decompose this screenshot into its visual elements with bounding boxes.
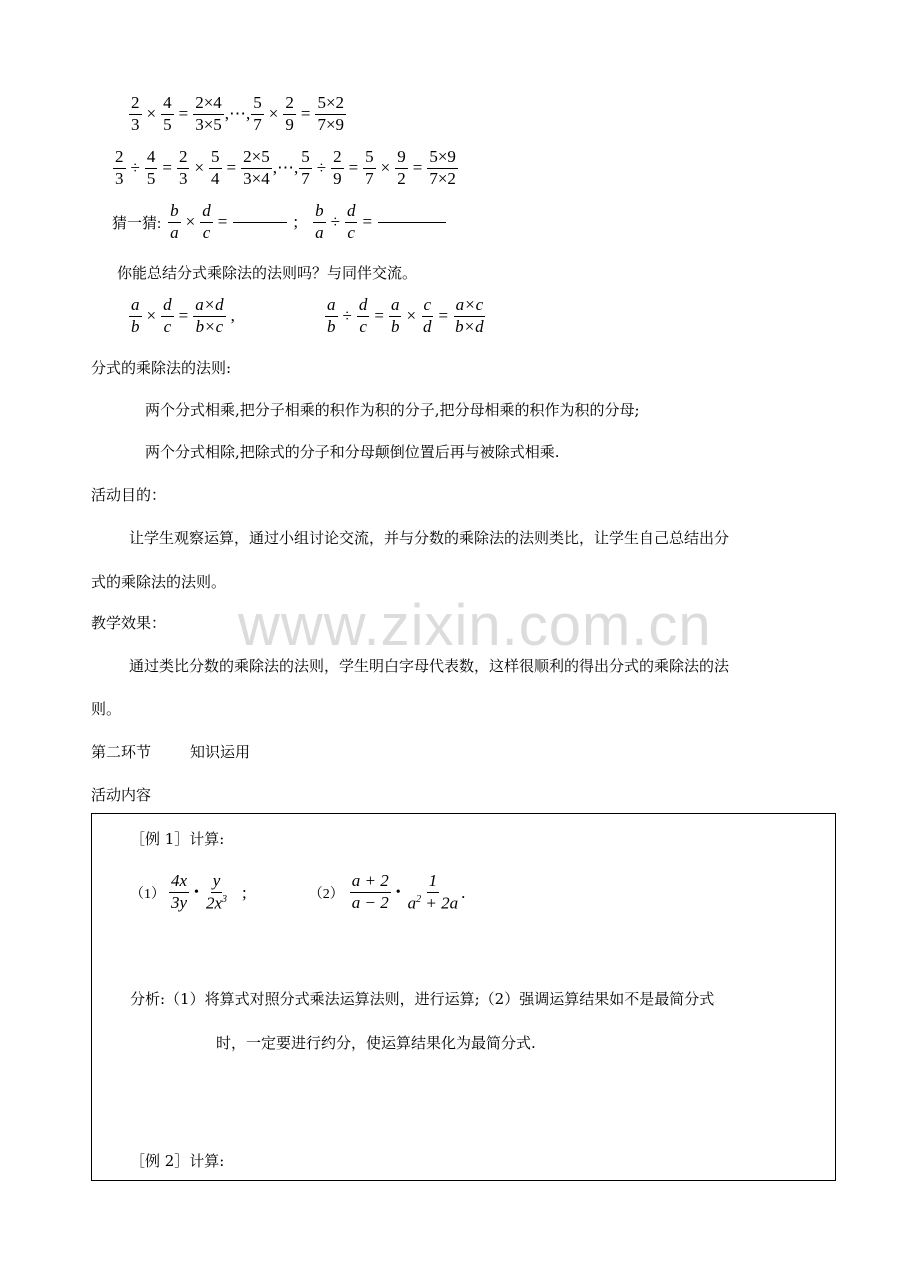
analysis-line-1: 分析:（1）将算式对照分式乘法运算法则，进行运算;（2）强调运算结果如不是最简分式 [130,990,715,1008]
example-1-label: ［例 1］计算: [130,830,225,848]
answer-blank [233,221,287,223]
purpose-line-2: 式的乘除法的法则。 [91,573,227,591]
effect-heading: 教学效果： [91,614,167,632]
activity-heading: 活动内容 [91,786,152,804]
guess-label: 猜一猜: [112,215,162,232]
rule-line-1: 两个分式相乘,把分子相乘的积作为积的分子,把分母相乘的积作为积的分母; [145,401,640,419]
guess-line: 猜一猜: $\frac{b}{a}$ × $\frac{d}{c}$ = ; $\frac{b}{a}$ ÷ $\frac{d}{c}$ = [112,202,446,242]
effect-line-1: 通过类比分数的乘除法的法则，学生明白字母代表数，这样很顺利的得出分式的乘除法的法 [129,657,730,675]
analysis-line-2: 时，一定要进行约分，使运算结果化为最简分式. [216,1034,536,1052]
watermark: www.zixin.com.cn [238,593,712,658]
fraction: $\frac{4}{5}$ [163,93,172,134]
rule-line-2: 两个分式相除,把除式的分子和分母颠倒位置后再与被除式相乘. [145,443,560,461]
fraction: $\frac{5\times 2}{7\times 9}$ [317,93,345,134]
fraction: $\frac{2}{3}$ [131,93,140,134]
purpose-heading: 活动目的： [91,486,167,504]
section-title: 知识运用 [190,743,251,761]
example-2-label: ［例 2］计算: [130,1152,225,1170]
section-heading: 第二环节 [91,743,152,761]
intro-equation-2: $\frac{2}{3}$ ÷ $\frac{4}{5}$ = $\frac{2}{3}$ × $\frac{5}{4}$ = $\frac{2\times 5}{3\times 4}$ ,⋯, $\frac{5}{7}$ ÷ $\frac{2}{9}$ = $\frac{5}{7}$ × $\frac{9}{2}$ = $\frac{5\times 9}{7\times 2}$ [115,147,456,188]
activity-content-box [91,813,836,1181]
fraction: $\frac{5}{7}$ [253,93,262,134]
rule-division-formula: $\frac{a}{b}$ ÷ $\frac{d}{c}$ = $\frac{a}{b}$ × $\frac{c}{d}$ = $\frac{a\times c}{b\times d}$ [327,295,484,336]
question-text: 你能总结分式乘除法的法则吗？与同伴交流。 [117,264,418,282]
intro-equation-1: $\frac{2}{3}$ × $\frac{4}{5}$ = $\frac{2\times 4}{3\times 5}$ ,⋯, $\frac{5}{7}$ × $\frac{2}{9}$ = $\frac{5\times 2}{7\times 9}$ [131,93,345,134]
fraction: $\frac{2\times 4}{3\times 5}$ [195,93,222,134]
example-1-expressions: （1） $\frac{4x}{3y}$ • $\frac{y}{2x^3}$ ; （2） $\frac{a + 2}{a - 2}$ • $\frac{1}{a^2 + 2a}$ . [130,871,466,913]
rule-heading: 分式的乘除法的法则: [91,359,232,377]
rule-multiplication-formula: $\frac{a}{b}$ × $\frac{d}{c}$ = $\frac{a\times d}{b\times c}$ , [131,295,235,336]
fraction: $\frac{2}{9}$ [285,93,294,134]
purpose-line-1: 让学生观察运算，通过小组讨论交流，并与分数的乘除法的法则类比，让学生自己总结出分 [129,529,730,547]
effect-line-2: 则。 [91,700,122,718]
answer-blank [378,221,446,223]
